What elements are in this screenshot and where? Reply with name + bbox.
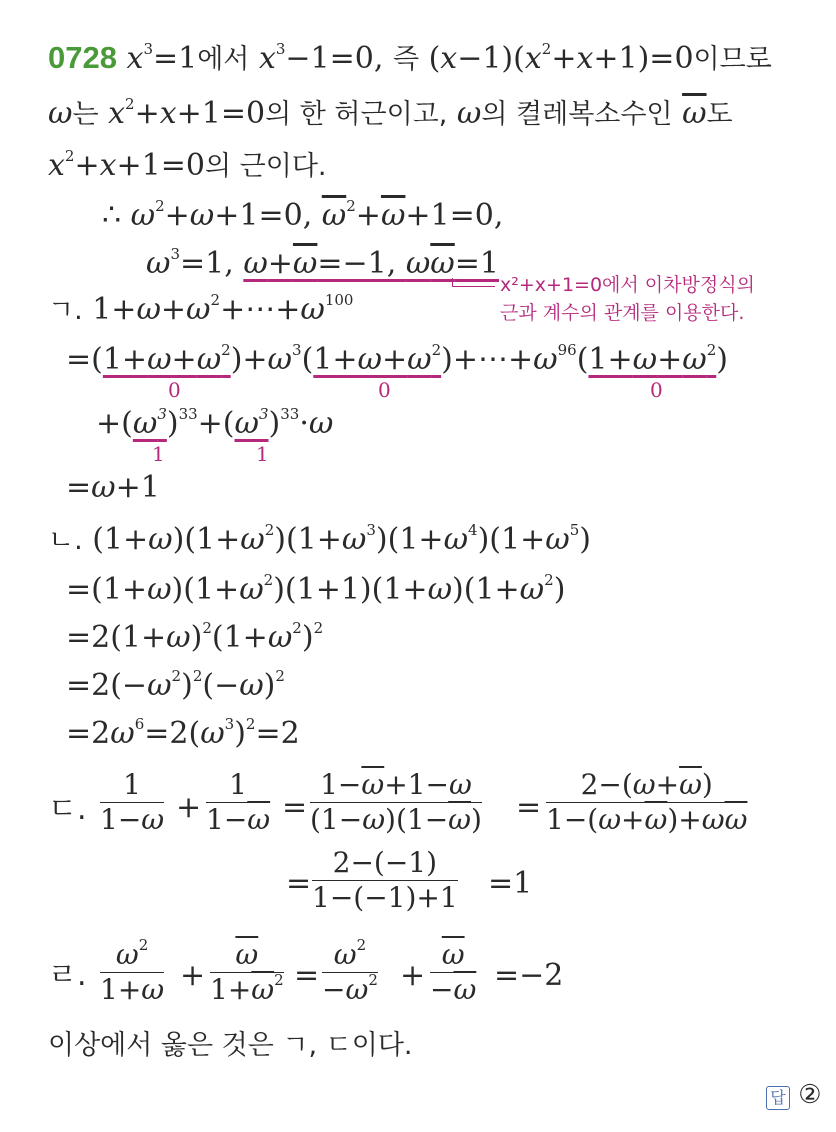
part-b-line-3: $=2(1+\omega)^2(1+\omega^2)^2$ bbox=[66, 619, 324, 655]
part-b-line-4: $=2(-\omega^2)^2(-\omega)^2$ bbox=[66, 667, 285, 703]
part-d-label: ㄹ. bbox=[48, 958, 87, 993]
intro-line-2: ω는 $x^2+x+1=0$의 한 허근이고, ω의 켤레복소수인 $\overline{\omega}$도 bbox=[48, 95, 733, 131]
part-b-label: ㄴ. bbox=[48, 525, 83, 556]
part-d-frac-3: $\frac{\omega^2}{-\omega^2}$ bbox=[322, 936, 378, 1006]
part-c-label: ㄷ. bbox=[48, 792, 87, 827]
part-b-line-1: ㄴ. $(1+\omega)(1+\omega^2)(1+\omega^3)(1+\omega^4)(1+\omega^5)$ bbox=[48, 521, 591, 557]
part-a-line-1: ㄱ. $1+\omega+\omega^2+\cdots+\omega^{100}$ bbox=[48, 291, 354, 327]
part-a-line-4: =ω+1 bbox=[66, 470, 160, 505]
annotation-line-2: 근과 계수의 관계를 이용한다. bbox=[500, 302, 745, 324]
annotation-connector bbox=[452, 278, 495, 287]
underbrace-zero-3: 0 bbox=[650, 378, 663, 402]
intro-line-1: 0728 $x^3=1$에서 $x^3-1=0$, 즉 $(x-1)(x^2+x+1)=0$이므로 bbox=[48, 40, 772, 76]
part-c-frac-2: $\frac{1}{1-\overline{\omega}}$ bbox=[206, 768, 271, 836]
therefore-line-2: $\omega^3=1$, ω+ω=−1, ωω=1 bbox=[146, 245, 499, 281]
part-a-line-2: $=(1+\omega+\omega^2)+\omega^3(1+\omega+\omega^2)+\cdots+\omega^{96}(1+\omega+\omega^2)$ bbox=[66, 341, 728, 377]
part-c-frac-3: $\frac{1-\overline{\omega}+1-\omega}{(1-\omega)(1-\overline{\omega})}$ bbox=[310, 768, 482, 836]
therefore-line-1: ∴ $\omega^2+\omega+1=0$, $\overline{\omega}^2+\overline{\omega}+1=0$, bbox=[102, 197, 504, 233]
part-c-frac-4: $\frac{2-(\omega+\overline{\omega})}{1-(\omega+\overline{\omega})+\omega\overline{\omega}}$ bbox=[546, 768, 748, 836]
underbrace-one-1: 1 bbox=[152, 442, 165, 466]
part-c-result: =1 bbox=[488, 866, 533, 901]
part-d-frac-2: $\frac{\overline{\omega}}{1+\overline{\omega}^2}$ bbox=[210, 938, 284, 1006]
part-b-line-5: $=2\omega^6=2(\omega^3)^2=2$ bbox=[66, 715, 300, 751]
part-a-label: ㄱ. bbox=[48, 295, 83, 326]
part-b-line-2: $=(1+\omega)(1+\omega^2)(1+1)(1+\omega)(1+\omega^2)$ bbox=[66, 571, 566, 607]
annotation-line-1: x²+x+1=0에서 이차방정식의 bbox=[500, 274, 755, 296]
part-c-frac-5: $\frac{2-(-1)}{1-(-1)+1}$ bbox=[312, 846, 458, 914]
problem-number: 0728 bbox=[48, 40, 117, 75]
part-c-frac-1: $\frac{1}{1-\omega}$ bbox=[100, 768, 165, 836]
answer bbox=[766, 1080, 822, 1110]
underbrace-zero-2: 0 bbox=[378, 378, 391, 402]
answer-badge-icon: 답 bbox=[766, 1086, 790, 1110]
part-d-result: =−2 bbox=[494, 958, 564, 993]
part-d-frac-1: $\frac{\omega^2}{1+\omega}$ bbox=[100, 936, 165, 1006]
intro-line-3: $x^2+x+1=0$의 근이다. bbox=[48, 147, 327, 183]
part-a-line-3: $+(\omega^3)^{33}+(\omega^3)^{33}\cdot\omega$ bbox=[96, 405, 334, 441]
conclusion: 이상에서 옳은 것은 ㄱ, ㄷ이다. bbox=[48, 1030, 413, 1061]
answer-value: ② bbox=[798, 1080, 822, 1110]
part-d-frac-4: $\frac{\overline{\omega}}{-\overline{\omega}}$ bbox=[430, 938, 477, 1006]
underbrace-one-2: 1 bbox=[256, 442, 269, 466]
underbrace-zero-1: 0 bbox=[168, 378, 181, 402]
